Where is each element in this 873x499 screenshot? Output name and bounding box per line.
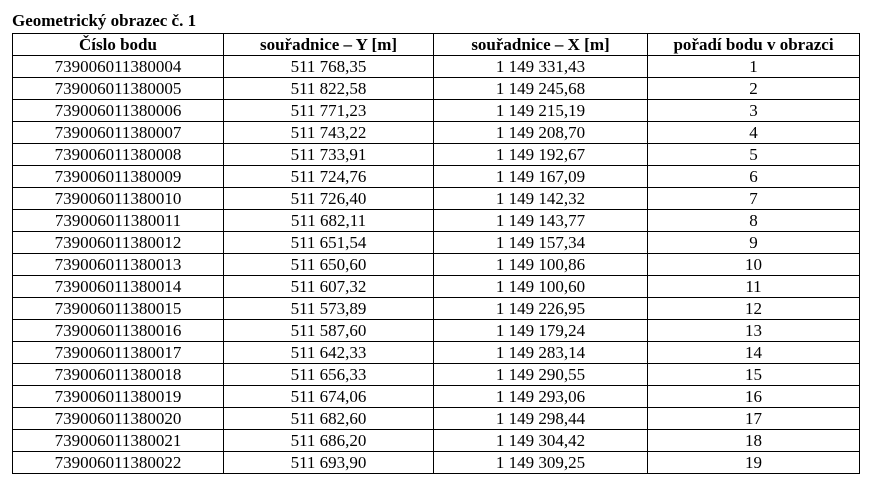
cell-point-order: 10 bbox=[648, 254, 860, 276]
cell-point-number: 739006011380015 bbox=[13, 298, 224, 320]
table-row bbox=[13, 386, 860, 408]
cell-coordinate-y: 511 587,60 bbox=[224, 320, 434, 342]
table-row bbox=[13, 342, 860, 364]
table-row bbox=[13, 210, 860, 232]
cell-point-order: 13 bbox=[648, 320, 860, 342]
cell-point-order: 12 bbox=[648, 298, 860, 320]
cell-point-number: 739006011380012 bbox=[13, 232, 224, 254]
table-row bbox=[13, 188, 860, 210]
cell-coordinate-x: 1 149 167,09 bbox=[434, 166, 648, 188]
cell-coordinate-y: 511 768,35 bbox=[224, 56, 434, 78]
cell-coordinate-y: 511 656,33 bbox=[224, 364, 434, 386]
cell-point-number: 739006011380020 bbox=[13, 408, 224, 430]
table-row bbox=[13, 298, 860, 320]
header-coordinate-y: souřadnice – Y [m] bbox=[224, 34, 434, 56]
cell-point-number: 739006011380018 bbox=[13, 364, 224, 386]
cell-coordinate-y: 511 651,54 bbox=[224, 232, 434, 254]
table-row bbox=[13, 320, 860, 342]
table-body bbox=[13, 56, 860, 474]
table-header bbox=[13, 34, 860, 56]
cell-coordinate-x: 1 149 245,68 bbox=[434, 78, 648, 100]
table-row bbox=[13, 166, 860, 188]
cell-point-order: 7 bbox=[648, 188, 860, 210]
cell-point-number: 739006011380017 bbox=[13, 342, 224, 364]
cell-point-order: 18 bbox=[648, 430, 860, 452]
header-point-order: pořadí bodu v obrazci bbox=[648, 34, 860, 56]
cell-point-order: 3 bbox=[648, 100, 860, 122]
cell-point-number: 739006011380014 bbox=[13, 276, 224, 298]
cell-coordinate-y: 511 682,60 bbox=[224, 408, 434, 430]
cell-point-order: 1 bbox=[648, 56, 860, 78]
cell-coordinate-y: 511 674,06 bbox=[224, 386, 434, 408]
coordinates-table bbox=[12, 33, 860, 474]
cell-coordinate-y: 511 724,76 bbox=[224, 166, 434, 188]
cell-point-order: 8 bbox=[648, 210, 860, 232]
cell-coordinate-x: 1 149 142,32 bbox=[434, 188, 648, 210]
cell-coordinate-x: 1 149 192,67 bbox=[434, 144, 648, 166]
cell-point-order: 17 bbox=[648, 408, 860, 430]
table-row bbox=[13, 144, 860, 166]
cell-point-number: 739006011380008 bbox=[13, 144, 224, 166]
cell-point-order: 14 bbox=[648, 342, 860, 364]
header-coordinate-x: souřadnice – X [m] bbox=[434, 34, 648, 56]
cell-coordinate-y: 511 686,20 bbox=[224, 430, 434, 452]
table-row bbox=[13, 232, 860, 254]
header-point-number: Číslo bodu bbox=[13, 34, 224, 56]
cell-point-number: 739006011380016 bbox=[13, 320, 224, 342]
table-row bbox=[13, 254, 860, 276]
cell-coordinate-y: 511 693,90 bbox=[224, 452, 434, 474]
cell-coordinate-x: 1 149 290,55 bbox=[434, 364, 648, 386]
cell-point-order: 4 bbox=[648, 122, 860, 144]
table-row bbox=[13, 122, 860, 144]
cell-coordinate-x: 1 149 309,25 bbox=[434, 452, 648, 474]
cell-coordinate-x: 1 149 293,06 bbox=[434, 386, 648, 408]
cell-coordinate-x: 1 149 304,42 bbox=[434, 430, 648, 452]
table-row bbox=[13, 78, 860, 100]
cell-coordinate-x: 1 149 298,44 bbox=[434, 408, 648, 430]
cell-point-order: 6 bbox=[648, 166, 860, 188]
cell-point-number: 739006011380005 bbox=[13, 78, 224, 100]
header-row bbox=[13, 34, 860, 56]
document-title: Geometrický obrazec č. 1 bbox=[12, 11, 197, 30]
cell-point-number: 739006011380021 bbox=[13, 430, 224, 452]
cell-coordinate-y: 511 771,23 bbox=[224, 100, 434, 122]
cell-coordinate-y: 511 607,32 bbox=[224, 276, 434, 298]
table-row bbox=[13, 452, 860, 474]
cell-coordinate-y: 511 726,40 bbox=[224, 188, 434, 210]
cell-point-number: 739006011380019 bbox=[13, 386, 224, 408]
table-row bbox=[13, 56, 860, 78]
cell-point-order: 15 bbox=[648, 364, 860, 386]
cell-coordinate-x: 1 149 100,86 bbox=[434, 254, 648, 276]
cell-coordinate-y: 511 682,11 bbox=[224, 210, 434, 232]
cell-coordinate-x: 1 149 283,14 bbox=[434, 342, 648, 364]
cell-point-order: 2 bbox=[648, 78, 860, 100]
cell-point-order: 11 bbox=[648, 276, 860, 298]
cell-point-number: 739006011380007 bbox=[13, 122, 224, 144]
cell-coordinate-y: 511 733,91 bbox=[224, 144, 434, 166]
table-row bbox=[13, 100, 860, 122]
cell-point-number: 739006011380013 bbox=[13, 254, 224, 276]
cell-coordinate-x: 1 149 215,19 bbox=[434, 100, 648, 122]
cell-point-number: 739006011380022 bbox=[13, 452, 224, 474]
cell-point-number: 739006011380004 bbox=[13, 56, 224, 78]
cell-point-number: 739006011380011 bbox=[13, 210, 224, 232]
table-row bbox=[13, 364, 860, 386]
table-row bbox=[13, 408, 860, 430]
cell-point-order: 5 bbox=[648, 144, 860, 166]
cell-point-order: 19 bbox=[648, 452, 860, 474]
cell-coordinate-y: 511 573,89 bbox=[224, 298, 434, 320]
cell-point-order: 9 bbox=[648, 232, 860, 254]
table-row bbox=[13, 276, 860, 298]
cell-coordinate-x: 1 149 143,77 bbox=[434, 210, 648, 232]
cell-point-order: 16 bbox=[648, 386, 860, 408]
cell-coordinate-y: 511 650,60 bbox=[224, 254, 434, 276]
cell-point-number: 739006011380009 bbox=[13, 166, 224, 188]
cell-point-number: 739006011380006 bbox=[13, 100, 224, 122]
cell-coordinate-x: 1 149 331,43 bbox=[434, 56, 648, 78]
cell-coordinate-y: 511 642,33 bbox=[224, 342, 434, 364]
cell-coordinate-y: 511 822,58 bbox=[224, 78, 434, 100]
cell-point-number: 739006011380010 bbox=[13, 188, 224, 210]
cell-coordinate-x: 1 149 179,24 bbox=[434, 320, 648, 342]
cell-coordinate-x: 1 149 157,34 bbox=[434, 232, 648, 254]
cell-coordinate-x: 1 149 226,95 bbox=[434, 298, 648, 320]
table-row bbox=[13, 430, 860, 452]
cell-coordinate-x: 1 149 208,70 bbox=[434, 122, 648, 144]
cell-coordinate-y: 511 743,22 bbox=[224, 122, 434, 144]
cell-coordinate-x: 1 149 100,60 bbox=[434, 276, 648, 298]
